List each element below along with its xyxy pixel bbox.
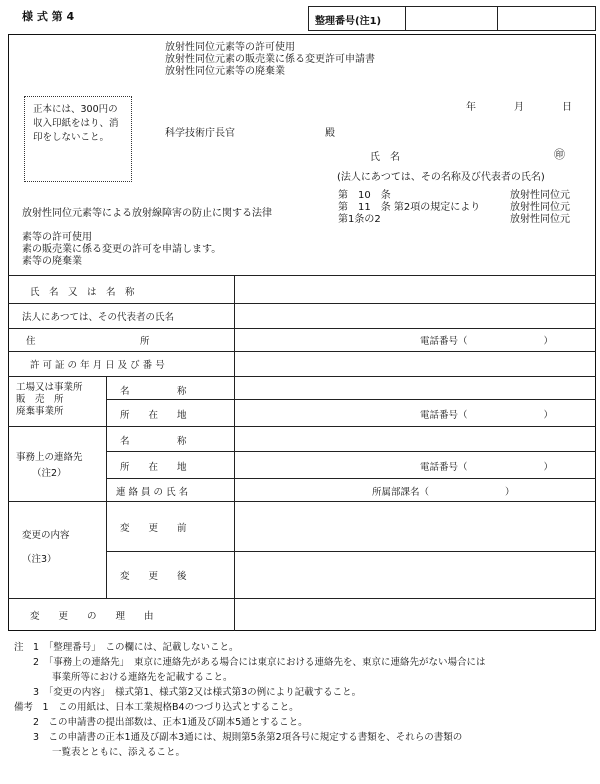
- contact-location-label: 所 在 地: [120, 462, 187, 473]
- contact-phone: 電話番号（ ）: [420, 462, 554, 473]
- facility-phone: 電話番号（ ）: [420, 410, 554, 421]
- article-references: 第 10 条 第 11 条 第2項の規定により 第1条の2: [338, 190, 481, 225]
- reason-label: 変 更 の 理 由: [30, 611, 154, 622]
- revenue-stamp-area: 正本には、300円の収入印紙をはり、消印をしないこと。: [24, 96, 132, 182]
- change-before-label: 変 更 前: [120, 523, 187, 534]
- date-day: 日: [562, 102, 572, 113]
- address-label: 住 所: [26, 336, 150, 347]
- corporate-note: (法人にあつては、その名称及び代表者の氏名): [337, 172, 545, 183]
- change-after-label: 変 更 後: [120, 571, 187, 582]
- applicant-name-label: 氏 名: [370, 152, 400, 163]
- application-title: 放射性同位元素等の許可使用 放射性同位元素の販売業に係る変更許可申請書 放射性同位元素等の廃棄業: [165, 42, 375, 77]
- addressee: 科学技術庁長官: [165, 128, 235, 139]
- representative-label: 法人にあつては、その代表者の氏名: [22, 312, 175, 323]
- notes-section: 注 1 「整理番号」 この欄には、記載しないこと。 2 「事務上の連絡先」 東京に連絡先がある場合には東京における連絡先を、東京に連絡先がない場合には 事業所等における連絡先を記載すること。 3 「変更の内容」 様式第1、様式第2又は様式第3の例により記載すること。 備考 1 この用紙は、日本工業規格B4のつづり込式とすること。 2 この申請書の提出部数は、正本1通及び副本5通とすること。 3 この申請書の正本1通及び副本3通には、規則第5条第2項各号に規定する書類を、それらの書類の 一覧表とともに、添えること。: [14, 642, 486, 758]
- law-title: 放射性同位元素等による放射線障害の防止に関する法律: [22, 208, 272, 219]
- department-name: 所属部課名（ ）: [372, 487, 515, 498]
- application-statement: 素等の許可使用 素の販売業に係る変更の許可を申請します。 素等の廃棄業: [22, 232, 222, 267]
- substance-references: 放射性同位元 放射性同位元 放射性同位元: [510, 190, 570, 225]
- name-label: 氏 名 又 は 名 称: [30, 287, 135, 298]
- date-year: 年: [466, 102, 476, 113]
- honorific: 殿: [325, 128, 335, 139]
- reference-number-label: 整理番号(注1): [315, 16, 382, 27]
- facility-location-label: 所 在 地: [120, 410, 187, 421]
- date-month: 月: [514, 102, 524, 113]
- change-group-label: 変更の内容 （注3）: [22, 530, 70, 565]
- contact-group-label: 事務上の連絡先 （注2）: [16, 452, 83, 479]
- seal-mark: ㊞: [554, 148, 565, 161]
- facility-group-label: 工場又は事業所 販 売 所 廃棄事業所: [16, 382, 83, 417]
- contact-person-label: 連 絡 員 の 氏 名: [116, 487, 189, 498]
- contact-name-label: 名 称: [120, 436, 187, 447]
- permit-date-label: 許 可 証 の 年 月 日 及 び 番 号: [30, 360, 165, 371]
- form-title: 様 式 第 4: [22, 10, 75, 23]
- address-phone: 電話番号（ ）: [420, 336, 554, 347]
- facility-name-label: 名 称: [120, 386, 187, 397]
